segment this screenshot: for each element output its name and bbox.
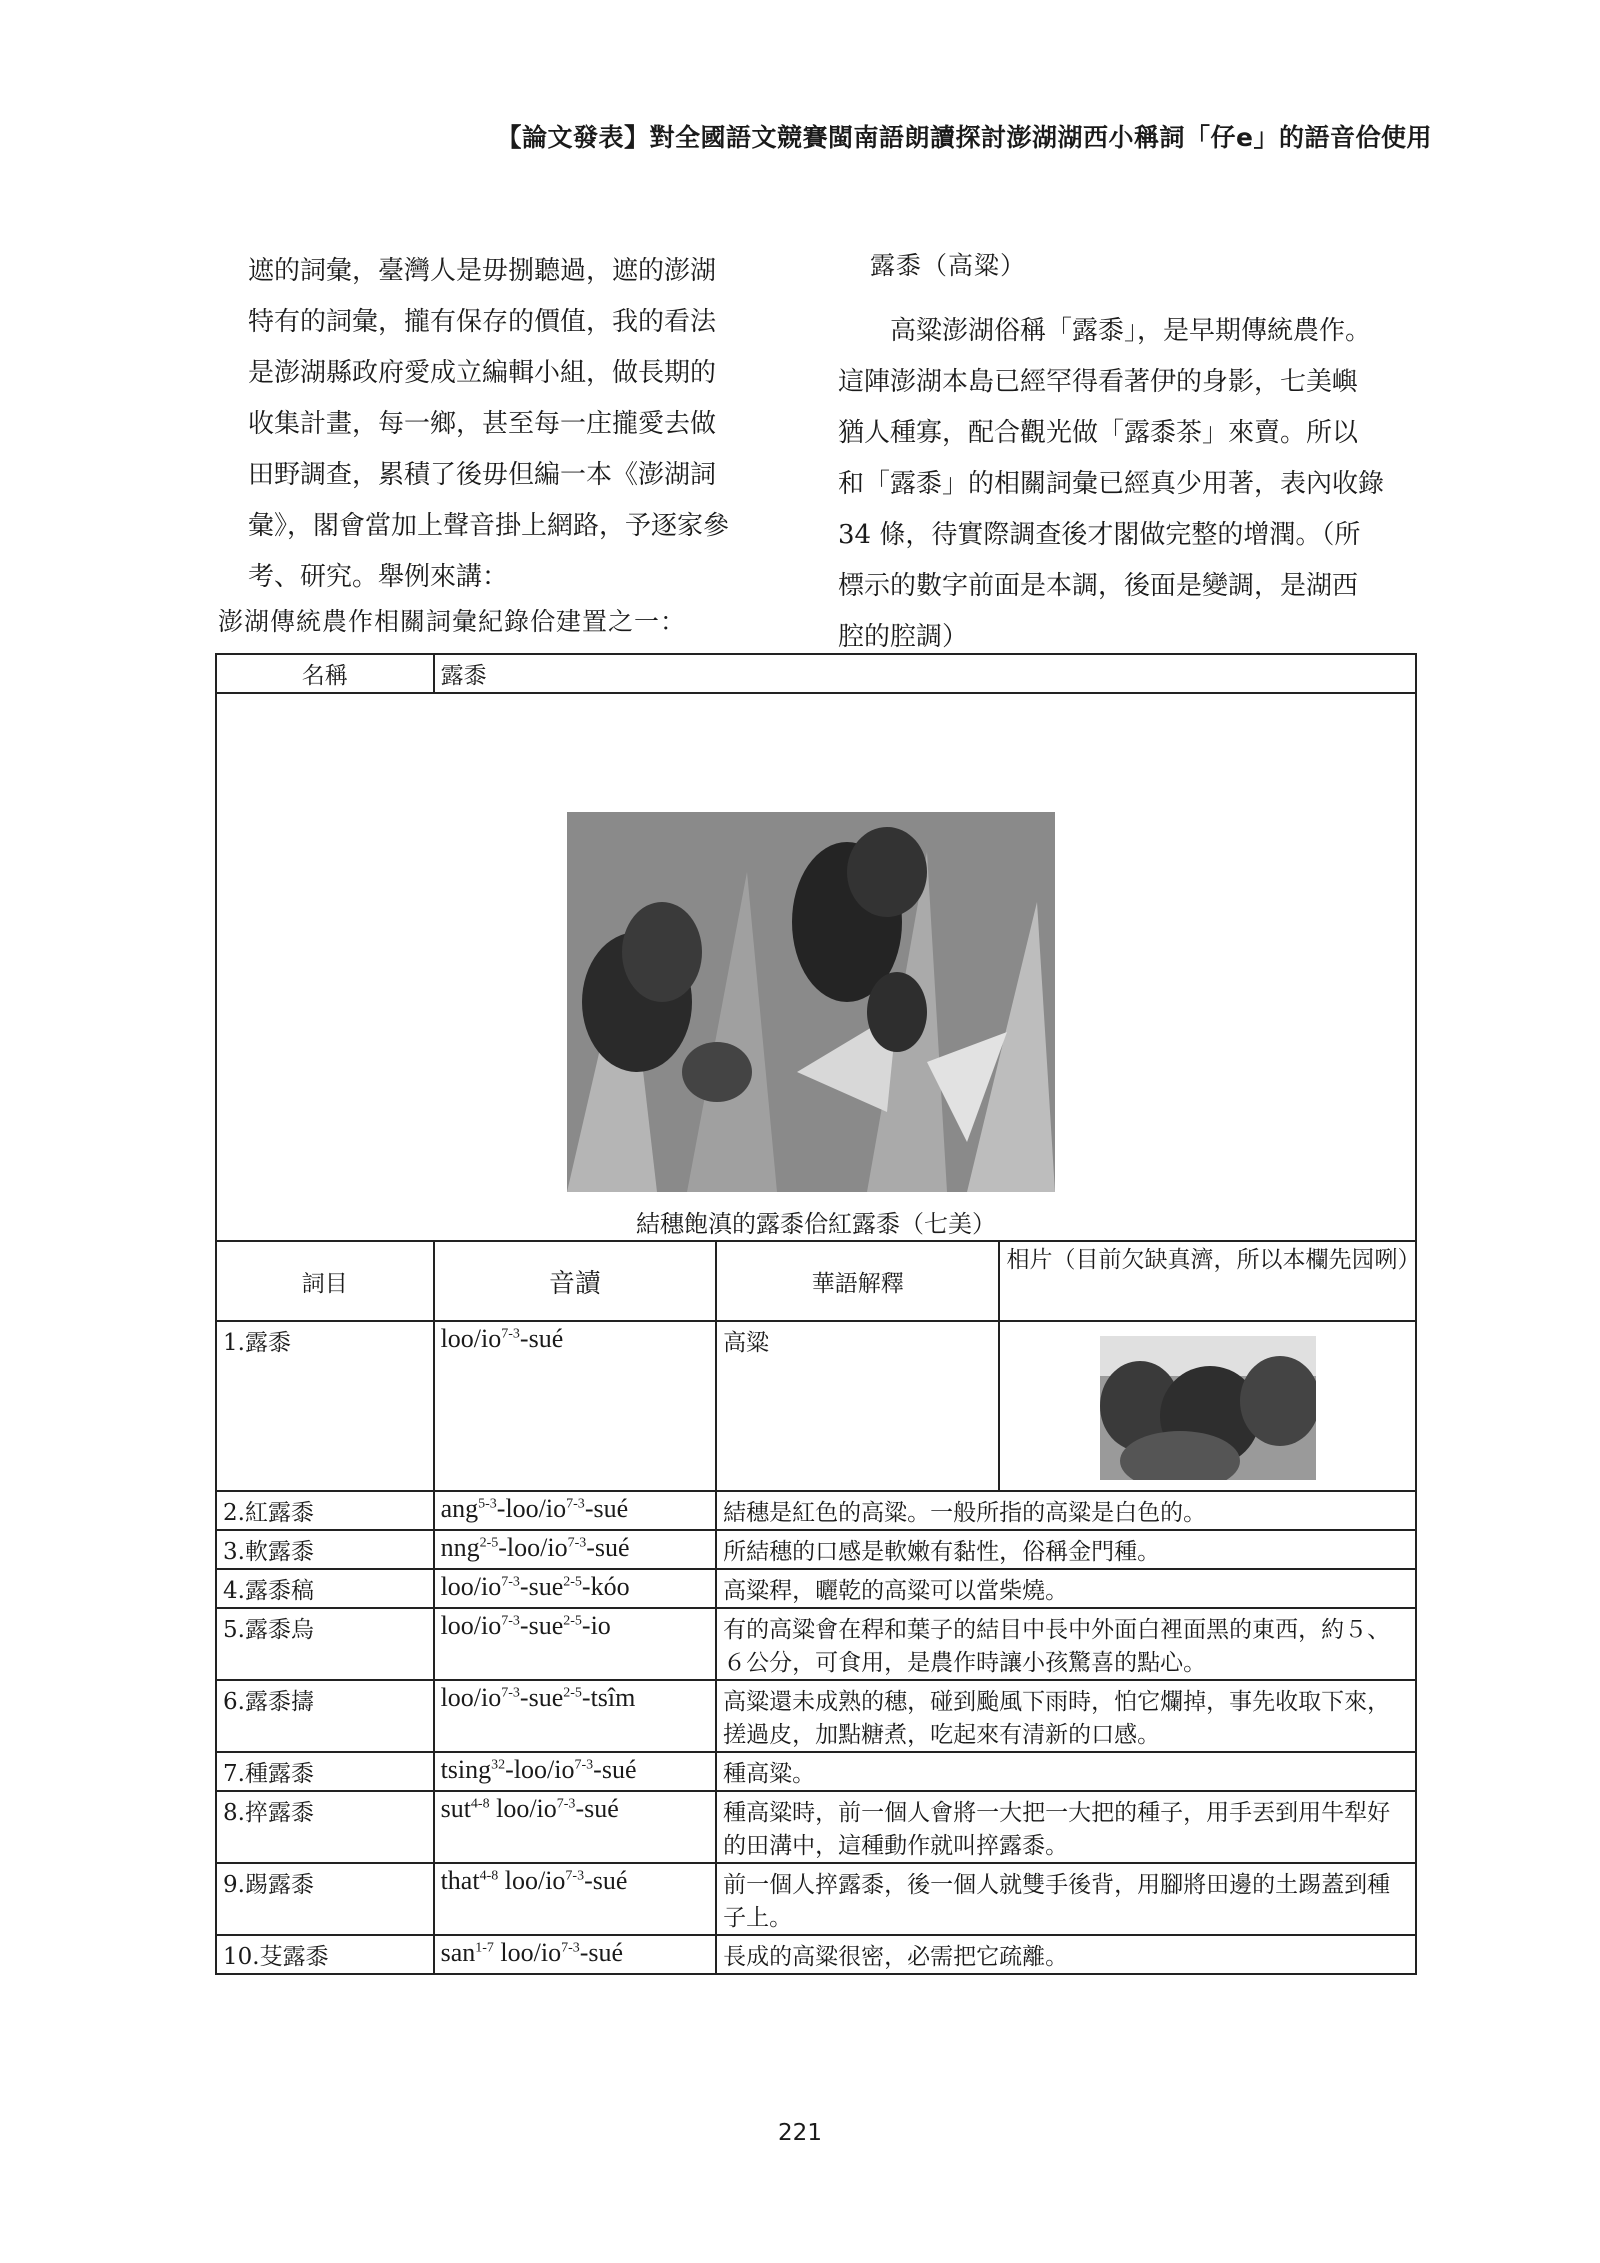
reading-cell: sut$^{4-8}$ loo/$io^{7-3}$-sué xyxy=(434,1791,717,1863)
term-cell: 2.紅露黍 xyxy=(216,1491,434,1530)
column-header-meaning: 華語解釋 xyxy=(716,1241,999,1321)
name-row xyxy=(216,654,1416,693)
term-cell: 4.露黍稿 xyxy=(216,1569,434,1608)
left-column xyxy=(248,246,793,603)
meaning-cell: 高粱 xyxy=(716,1321,999,1491)
table-row xyxy=(216,1935,1416,1974)
paragraph-line: 考、研究。舉例來講： xyxy=(248,562,509,592)
table-row xyxy=(216,1491,1416,1530)
meaning-cell: 所結穗的口感是軟嫩有黏性，俗稱金門種。 xyxy=(716,1530,1416,1569)
table-row xyxy=(216,1608,1416,1680)
photo-row xyxy=(216,693,1416,1241)
paragraph-line: 高粱澎湖俗稱「露黍」，是早期傳統農作。 xyxy=(890,316,1372,346)
term-cell: 5.露黍烏 xyxy=(216,1608,434,1680)
paragraph-line: 和「露黍」的相關詞彙已經真少用著，表內收錄 xyxy=(838,469,1385,499)
term-cell: 10.芟露黍 xyxy=(216,1935,434,1974)
meaning-cell: 有的高粱會在稈和葉子的結目中長中外面白裡面黑的東西，約５、６公分，可食用，是農作時讓小孩驚喜的點心。 xyxy=(716,1608,1416,1680)
reading-cell: loo/$io^{7-3}-sue^{2-5}$-tsîm xyxy=(434,1680,717,1752)
paragraph-line: 收集計畫，每一鄉，甚至每一庄攏愛去做 xyxy=(248,409,717,439)
paragraph-line: 標示的數字前面是本調，後面是變調，是湖西 xyxy=(838,571,1359,601)
photo-caption: 結穗飽滇的露黍佮紅露黍（七美） xyxy=(636,1210,996,1238)
name-label: 名稱 xyxy=(216,654,434,693)
column-header-term: 詞目 xyxy=(216,1241,434,1321)
meaning-cell: 高粱稈，曬乾的高粱可以當柴燒。 xyxy=(716,1569,1416,1608)
table-row xyxy=(216,1752,1416,1791)
meaning-cell: 種高粱。 xyxy=(716,1752,1416,1791)
reading-cell: san$^{1-7}$ loo/$io^{7-3}$-sué xyxy=(434,1935,717,1974)
paragraph-line: 彙》，閣會當加上聲音掛上網路，予逐家參 xyxy=(248,511,730,541)
right-paragraph xyxy=(838,306,1438,663)
meaning-cell: 結穗是紅色的高粱。一般所指的高粱是白色的。 xyxy=(716,1491,1416,1530)
meaning-cell: 前一個人捽露黍，後一個人就雙手後背，用腳將田邊的土踢蓋到種子上。 xyxy=(716,1863,1416,1935)
term-cell: 7.種露黍 xyxy=(216,1752,434,1791)
paragraph-line: 遮的詞彙，臺灣人是毋捌聽過，遮的澎湖 xyxy=(248,256,717,286)
column-header-reading: 音讀 xyxy=(434,1241,717,1321)
table-row xyxy=(216,1530,1416,1569)
reading-cell: $ang^{5-3}-loo/io^{7-3}$-sué xyxy=(434,1491,717,1530)
column-header-row xyxy=(216,1241,1416,1321)
term-cell: 8.捽露黍 xyxy=(216,1791,434,1863)
column-header-photo: 相片（目前欠缺真濟，所以本欄先囥咧） xyxy=(999,1241,1416,1321)
photo-cell xyxy=(216,693,1416,1241)
name-value: 露黍 xyxy=(434,654,1416,693)
table-row xyxy=(216,1569,1416,1608)
meaning-cell: 種高粱時，前一個人會將一大把一大把的種子，用手丟到用牛犁好的田溝中，這種動作就叫捽露黍。 xyxy=(716,1791,1416,1863)
table-row xyxy=(216,1791,1416,1863)
lexicon-table xyxy=(215,653,1421,1975)
table-row xyxy=(216,1321,1416,1491)
running-header: 【論文發表】對全國語文競賽閩南語朗讀探討澎湖湖西小稱詞「仔e」的語音佮使用 xyxy=(496,123,1432,152)
table-caption: 澎湖傳統農作相關詞彙紀錄佮建置之一： xyxy=(218,607,687,636)
paragraph-line: 這陣澎湖本島已經罕得看著伊的身影，七美嶼 xyxy=(838,367,1359,397)
paragraph-line: 34 條，待實際調查後才閣做完整的增潤。（所 xyxy=(838,520,1361,550)
photo-thumb-cell xyxy=(999,1321,1416,1491)
page-number: 221 xyxy=(778,2120,822,2146)
term-cell: 9.踢露黍 xyxy=(216,1863,434,1935)
section-subtitle: 露黍（高粱） xyxy=(870,251,1027,280)
reading-cell: that$^{4-8}$ loo/$io^{7-3}$-sué xyxy=(434,1863,717,1935)
term-cell: 6.露黍擣 xyxy=(216,1680,434,1752)
reading-cell: $nng^{2-5}-loo/io^{7-3}$-sué xyxy=(434,1530,717,1569)
paragraph-line: 是澎湖縣政府愛成立編輯小組，做長期的 xyxy=(248,358,717,388)
sorghum-photo xyxy=(567,812,1055,1192)
reading-cell: loo/$io^{7-3}-sue^{2-5}$-kóo xyxy=(434,1569,717,1608)
meaning-cell: 高粱還未成熟的穗，碰到颱風下雨時，怕它爛掉，事先收取下來，搓過皮，加點糖煮，吃起來有清新的口感。 xyxy=(716,1680,1416,1752)
meaning-cell: 長成的高粱很密，必需把它疏離。 xyxy=(716,1935,1416,1974)
table-row xyxy=(216,1863,1416,1935)
right-column xyxy=(838,246,1438,663)
paragraph-line: 特有的詞彙，攏有保存的價值，我的看法 xyxy=(248,307,717,337)
paragraph-line: 田野調查，累積了後毋但編一本《澎湖詞 xyxy=(248,460,717,490)
reading-cell: loo/$io^{7-3}-sue^{2-5}-io$ xyxy=(434,1608,717,1680)
sorghum-thumbnail xyxy=(1100,1336,1316,1480)
term-cell: 3.軟露黍 xyxy=(216,1530,434,1569)
reading-cell: $tsing^{32}-loo/io^{7-3}$-sué xyxy=(434,1752,717,1791)
paragraph-line: 猶人種寡，配合觀光做「露黍茶」來賣。所以 xyxy=(838,418,1359,448)
reading-cell: loo/$io^{7-3}$-sué xyxy=(434,1321,717,1491)
table-row xyxy=(216,1680,1416,1752)
term-cell: 1.露黍 xyxy=(216,1321,434,1491)
paragraph-line: 腔的腔調） xyxy=(838,622,969,652)
